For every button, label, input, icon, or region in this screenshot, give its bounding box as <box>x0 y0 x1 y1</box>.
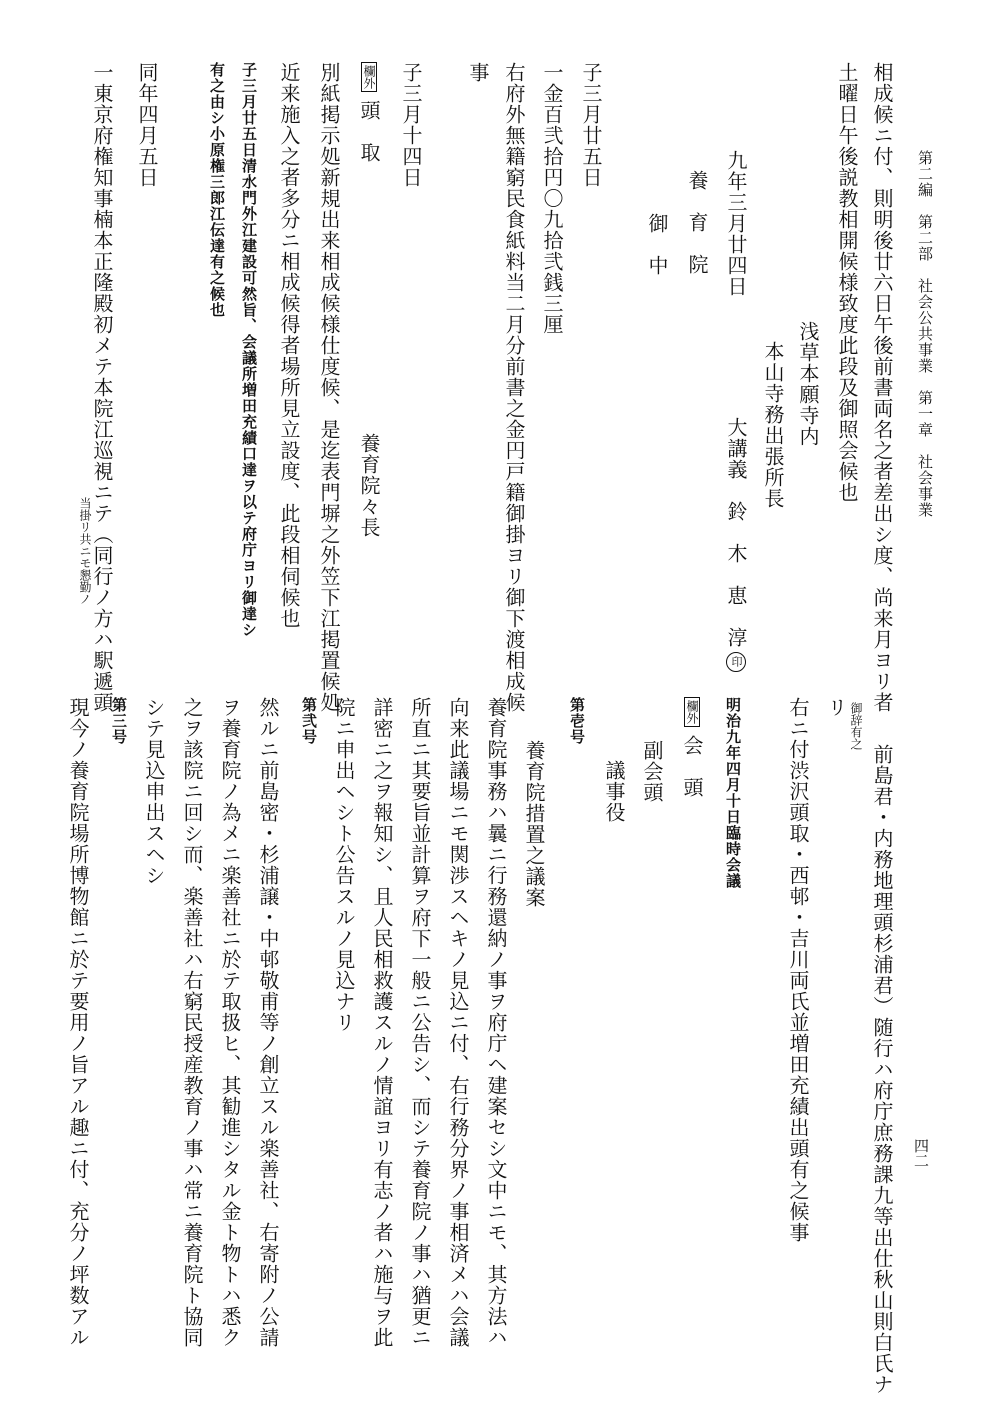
upper-line-sender-office: 本山寺務出張所長 <box>761 341 785 509</box>
upper-line-onchu: 御 中 <box>645 213 669 276</box>
upper-line-sender-address: 浅草本願寺内 <box>796 321 820 447</box>
upper-line-amount: 一金百弐拾円〇九拾弐銭三厘 <box>540 62 564 335</box>
upper-line-date-4: 同年四月五日 <box>135 62 159 188</box>
upper-line-request-2: 近来施入之者多分ニ相成候得者場所見立設度、此段相伺候也 <box>277 62 301 629</box>
lower-line-p3: 所直ニ其要旨並計算ヲ府下一般ニ公告シ、而シテ養育院ノ事ハ猶更ニ <box>408 697 432 1348</box>
upper-line-visit <box>92 62 112 713</box>
upper-line-request-1: 別紙掲示処新規出来相成候様仕度候、是迄表門塀之外笠下江掲置候処 <box>317 62 341 713</box>
lower-line-p2: 向来此議場ニモ関渉スヘキノ見込ニ付、右行務分界ノ事相済メハ会議 <box>446 697 470 1348</box>
signatory-name: 大講義 鈴 木 恵 淳 <box>724 417 748 648</box>
chair-label: 会 頭 <box>680 735 704 798</box>
upper-line-toudori <box>359 62 379 163</box>
lower-line-3: 右ニ付渋沢頭取・西邨・吉川両氏並増田充績出頭有之候事 <box>786 697 810 1243</box>
lower-line-no3: 第三号 <box>110 697 128 745</box>
lower-line-p1: 養育院事務ハ曩ニ行務還納ノ事ヲ府庁ヘ建案セシ文中ニモ、其方法ハ <box>484 697 508 1348</box>
running-head: 第二編 第二部 社会公共事業 第一章 社会事業 <box>916 150 934 518</box>
upper-line-date-2: 子三月廿五日 <box>579 62 603 188</box>
lower-line-p6: 然ルニ前島密・杉浦譲・中邨敬甫等ノ創立スル楽善社、右寄附ノ公請 <box>256 697 280 1348</box>
lower-line-no2: 第弐号 <box>300 697 318 745</box>
visit-companion: （同行ノ方ハ駅遞頭 <box>90 524 114 713</box>
upper-line-signatory <box>726 417 746 672</box>
visit-text: 一東京府権知事楠本正隆殿初メテ本院江巡視ニテ <box>90 62 114 524</box>
lower-line-2: リ <box>824 697 848 718</box>
lower-line-officers: 議事役 <box>602 760 626 823</box>
lower-line-p5: 院ニ申出ヘシト公告スルノ見込ナリ <box>332 697 356 1033</box>
page-number: 四二 <box>912 1138 930 1168</box>
lower-line-no1: 第壱号 <box>568 697 586 745</box>
lower-line-p9: シテ見込申出スヘシ <box>142 697 166 886</box>
lower-line-p10: 現今ノ養育院場所博物館ニ於テ要用ノ旨アル趣ニ付、充分ノ坪数アル <box>66 697 90 1348</box>
upper-line-1: 相成候ニ付、則明後廿六日午後前書両名之者差出シ度、尚来月ヨリ者 <box>870 62 894 713</box>
upper-line-addressee: 養 育 院 <box>685 170 709 275</box>
lower-line-proposal-title: 養育院措置之議案 <box>522 740 546 908</box>
upper-line-director: 養育院々長 <box>357 433 381 538</box>
upper-line-content: 右府外無籍窮民食紙料当二月分前書之金円戸籍御掛ヨリ御下渡相成候 <box>502 62 526 713</box>
upper-line-annotation-1: 子三月廿五日清水門外江建設可然旨、会議所増田充績口達ヲ以テ府庁ヨリ御達シ <box>240 62 258 638</box>
upper-line-date: 九年三月廿四日 <box>724 150 748 297</box>
upper-line-2: 土曜日午後説教相開候様致度此段及御照会候也 <box>835 62 859 503</box>
upper-line-date-3: 子三月十四日 <box>399 62 423 188</box>
seal-mark: 印 <box>726 652 746 672</box>
lower-line-chair <box>682 697 702 798</box>
lower-line-p4: 詳密ニ之ヲ報知シ、且人民相救護スルノ情誼ヨリ有志ノ者ハ施与ヲ此 <box>370 697 394 1348</box>
upper-line-visit-note: 当掛リ共ニモ懇勤ノ <box>78 497 92 605</box>
upper-line-annotation-2: 有之由シ小原権三郎江伝達有之候也 <box>208 62 226 318</box>
lower-line-vicechair: 副会頭 <box>640 740 664 803</box>
lower-line-p8: 之ヲ該院ニ回シ而、楽善社ハ右窮民授産教育ノ事ハ常ニ養育院ト協同 <box>180 697 204 1348</box>
lower-line-meeting-title: 明治九年四月十日臨時会議 <box>724 697 742 889</box>
lower-line-1: 前島君・内務地理頭杉浦君）随行ハ府庁庶務課九等出仕秋山則白氏ナ <box>870 744 894 1395</box>
lower-note-gojiyuu: 御辞有之 <box>849 702 863 750</box>
toudori-label: 頭 取 <box>357 100 381 163</box>
lower-line-p7: ヲ養育院ノ為メニ楽善社ニ於テ取扱ヒ、其勧進シタル金ト物トハ悉ク <box>218 697 242 1348</box>
margin-label-box: 欄外 <box>361 62 377 92</box>
upper-line-content-end: 事 <box>466 62 490 83</box>
margin-label-box-2: 欄外 <box>684 697 700 727</box>
